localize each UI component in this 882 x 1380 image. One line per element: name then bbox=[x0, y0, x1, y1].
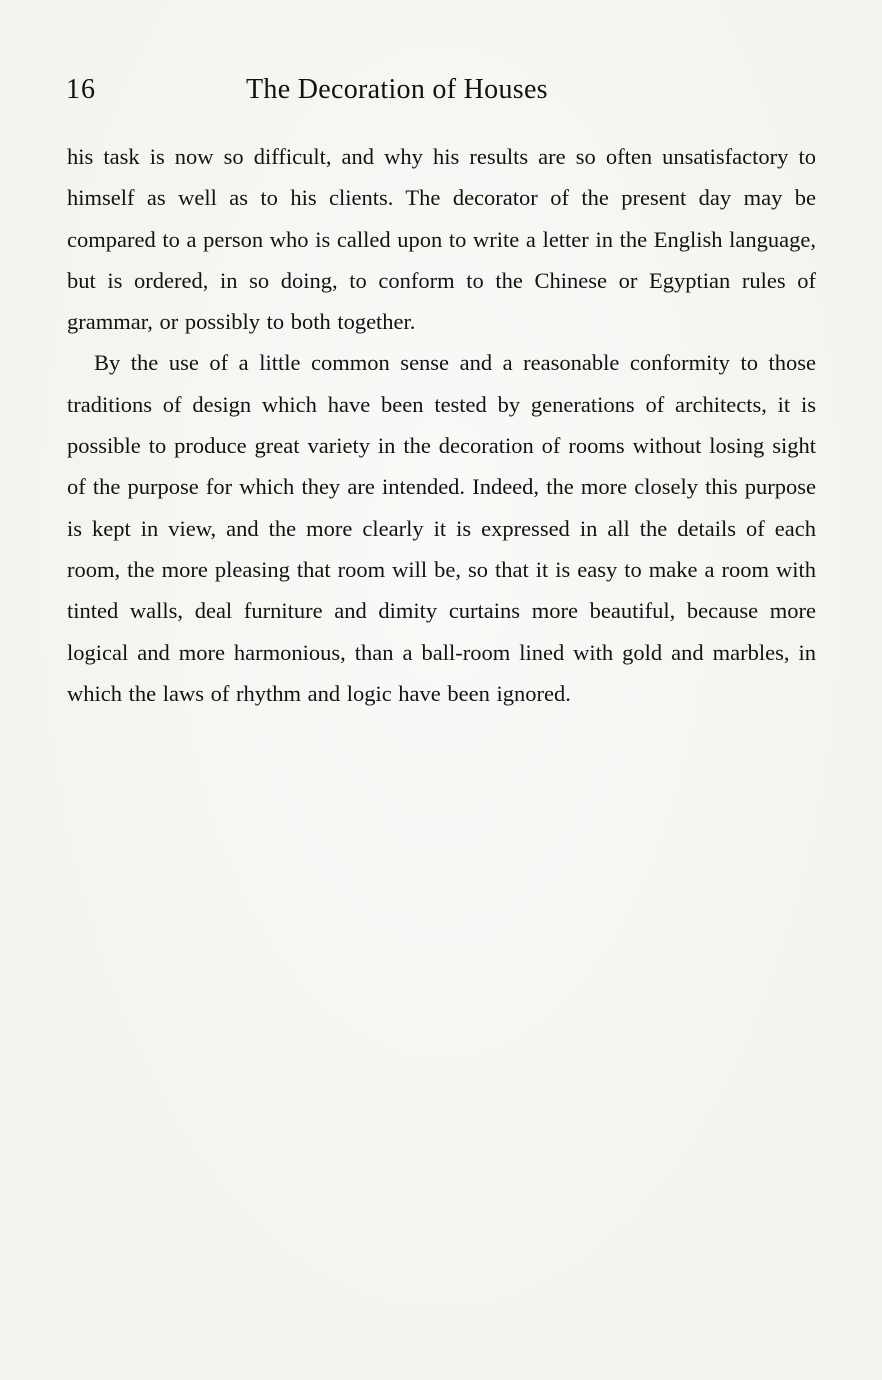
page-number: 16 bbox=[66, 74, 96, 105]
body-text bbox=[67, 136, 816, 714]
running-title: The Decoration of Houses bbox=[246, 74, 548, 105]
paragraph: By the use of a little common sense and a reasonable conformity to those traditions of design which have been tested by generations of architects, it is possible to produce great variety in the decoration of rooms without losing sight of the purpose for which they are intended. Indeed, the more closely this purpose is kept in view, and the more clearly it is expressed in all the details of each room, the more pleasing that room will be, so that it is easy to make a room with tinted walls, deal furniture and dimity curtains more beautiful, because more logical and more harmonious, than a ball-room lined with gold and marbles, in which the laws of rhythm and logic have been ignored. bbox=[67, 350, 816, 706]
paragraph-continued: his task is now so difficult, and why his results are so often unsatisfactory to himself as well as to his clients. The decorator of the present day may be compared to a person who is called upon to write a letter in the English language, but is ordered, in so doing, to conform to the Chinese or Egyptian rules of grammar, or possibly to both together. bbox=[67, 144, 816, 335]
page-header bbox=[66, 74, 818, 110]
